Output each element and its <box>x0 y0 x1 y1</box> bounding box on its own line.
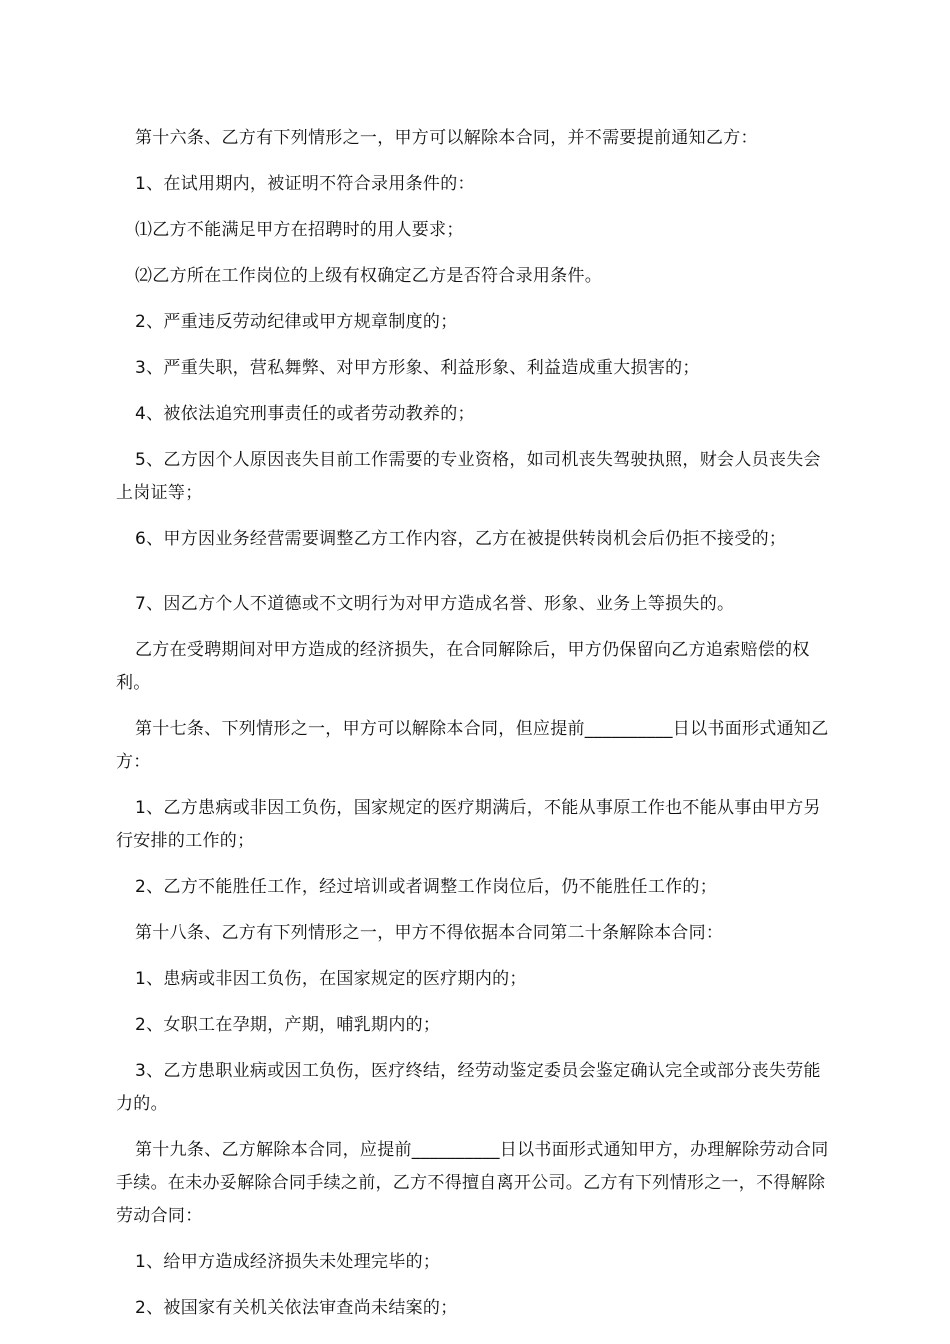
clause-16-note: 乙方在受聘期间对甲方造成的经济损失，在合同解除后，甲方仍保留向乙方追索赔偿的权利。 <box>116 640 810 693</box>
clause-16-item-2: 2、严重违反劳动纪律或甲方规章制度的； <box>135 312 458 332</box>
clause-18-item-3: 3、乙方患职业病或因工负伤，医疗终结，经劳动鉴定委员会鉴定确认完全或部分丧失劳能力的。 <box>116 1061 821 1114</box>
clause-16-item-1: 1、在试用期内，被证明不符合录用条件的： <box>135 174 475 194</box>
clause-16-item-1-sub-2: ⑵乙方所在工作岗位的上级有权确定乙方是否符合录用条件。 <box>135 266 603 286</box>
clause-16-item-7: 7、因乙方个人不道德或不文明行为对甲方造成名誉、形象、业务上等损失的。 <box>135 594 735 614</box>
clause-18-heading: 第十八条、乙方有下列情形之一，甲方不得依据本合同第二十条解除本合同： <box>135 923 724 943</box>
clause-16-item-3: 3、严重失职，营私舞弊、对甲方形象、利益形象、利益造成重大损害的； <box>135 358 700 378</box>
clause-17-heading: 第十七条、下列情形之一，甲方可以解除本合同，但应提前__________日以书面形式通知乙方： <box>116 719 829 772</box>
clause-16-heading: 第十六条、乙方有下列情形之一，甲方可以解除本合同，并不需要提前通知乙方： <box>135 128 758 148</box>
clause-16-item-5: 5、乙方因个人原因丧失目前工作需要的专业资格，如司机丧失驾驶执照，财会人员丧失会上岗证等； <box>116 450 821 503</box>
clause-16-item-4: 4、被依法追究刑事责任的或者劳动教养的； <box>135 404 475 424</box>
clause-18-item-1: 1、患病或非因工负伤，在国家规定的医疗期内的； <box>135 969 527 989</box>
document-page <box>116 122 838 1338</box>
clause-16-item-1-sub-1: ⑴乙方不能满足甲方在招聘时的用人要求； <box>135 220 464 240</box>
clause-19-heading: 第十九条、乙方解除本合同，应提前__________日以书面形式通知甲方，办理解除劳动合同手续。在未办妥解除合同手续之前，乙方不得擅自离开公司。乙方有下列情形之一，不得解除劳动合同： <box>116 1140 829 1226</box>
clause-16-item-6: 6、甲方因业务经营需要调整乙方工作内容，乙方在被提供转岗机会后仍拒不接受的； <box>135 529 787 549</box>
clause-18-item-2: 2、女职工在孕期，产期，哺乳期内的； <box>135 1015 441 1035</box>
clause-19-item-1: 1、给甲方造成经济损失未处理完毕的； <box>135 1252 441 1272</box>
clause-17-item-1: 1、乙方患病或非因工负伤，国家规定的医疗期满后，不能从事原工作也不能从事由甲方另行安排的工作的； <box>116 798 821 851</box>
clause-19-item-2: 2、被国家有关机关依法审查尚未结案的； <box>135 1298 458 1318</box>
clause-17-item-2: 2、乙方不能胜任工作，经过培训或者调整工作岗位后，仍不能胜任工作的； <box>135 877 718 897</box>
